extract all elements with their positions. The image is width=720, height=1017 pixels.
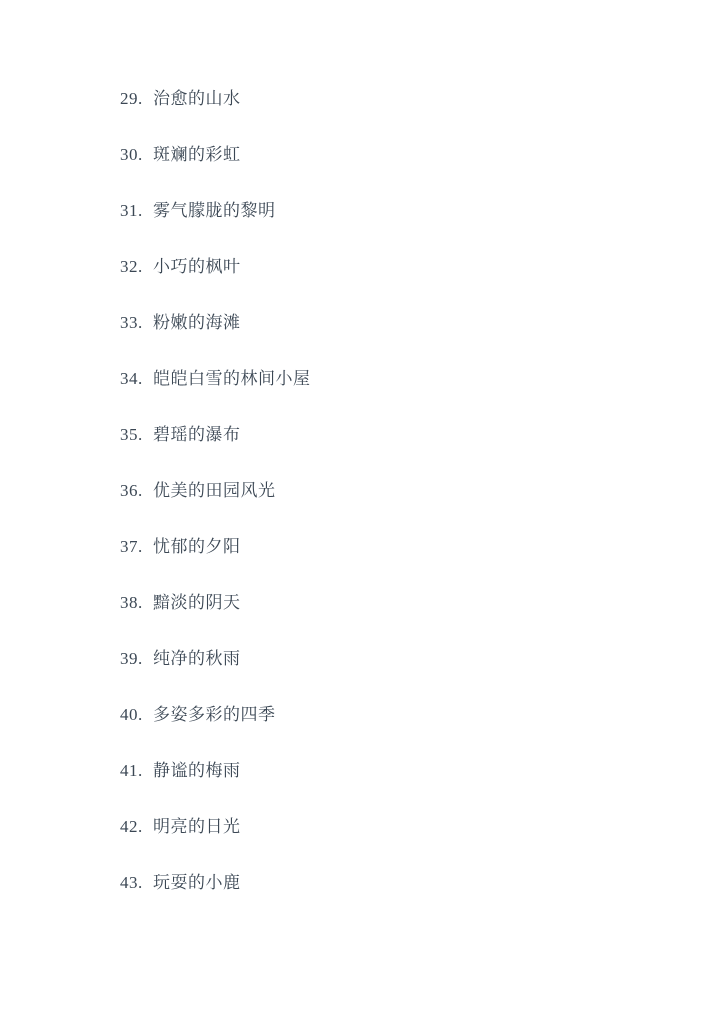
list-item xyxy=(120,84,311,106)
list-item xyxy=(120,364,311,386)
item-text: 黯淡的阴天 xyxy=(153,593,241,612)
list-item xyxy=(120,532,311,554)
item-text: 治愈的山水 xyxy=(153,89,241,108)
item-number: 30. xyxy=(120,145,143,164)
item-text: 静谧的梅雨 xyxy=(153,761,241,780)
item-number: 31. xyxy=(120,201,143,220)
item-number: 33. xyxy=(120,313,143,332)
item-text: 忧郁的夕阳 xyxy=(153,537,241,556)
item-text: 斑斓的彩虹 xyxy=(153,145,241,164)
list-item xyxy=(120,756,311,778)
list-item xyxy=(120,868,311,890)
list-item xyxy=(120,588,311,610)
item-text: 小巧的枫叶 xyxy=(153,257,241,276)
list-item xyxy=(120,644,311,666)
item-text: 明亮的日光 xyxy=(153,817,241,836)
item-number: 42. xyxy=(120,817,143,836)
item-number: 29. xyxy=(120,89,143,108)
list-item xyxy=(120,700,311,722)
item-number: 38. xyxy=(120,593,143,612)
item-number: 40. xyxy=(120,705,143,724)
list-item xyxy=(120,476,311,498)
item-number: 35. xyxy=(120,425,143,444)
item-text: 纯净的秋雨 xyxy=(153,649,241,668)
list-item xyxy=(120,252,311,274)
item-text: 皑皑白雪的林间小屋 xyxy=(153,369,311,388)
item-number: 32. xyxy=(120,257,143,276)
item-number: 37. xyxy=(120,537,143,556)
item-number: 41. xyxy=(120,761,143,780)
list-item xyxy=(120,812,311,834)
list-item xyxy=(120,308,311,330)
item-text: 优美的田园风光 xyxy=(153,481,276,500)
item-text: 碧瑶的瀑布 xyxy=(153,425,241,444)
item-number: 39. xyxy=(120,649,143,668)
list-item xyxy=(120,196,311,218)
item-text: 雾气朦胧的黎明 xyxy=(153,201,276,220)
numbered-list xyxy=(120,84,311,924)
item-number: 34. xyxy=(120,369,143,388)
item-text: 多姿多彩的四季 xyxy=(153,705,276,724)
item-text: 玩耍的小鹿 xyxy=(153,873,241,892)
item-number: 43. xyxy=(120,873,143,892)
item-text: 粉嫩的海滩 xyxy=(153,313,241,332)
item-number: 36. xyxy=(120,481,143,500)
list-item xyxy=(120,140,311,162)
list-item xyxy=(120,420,311,442)
